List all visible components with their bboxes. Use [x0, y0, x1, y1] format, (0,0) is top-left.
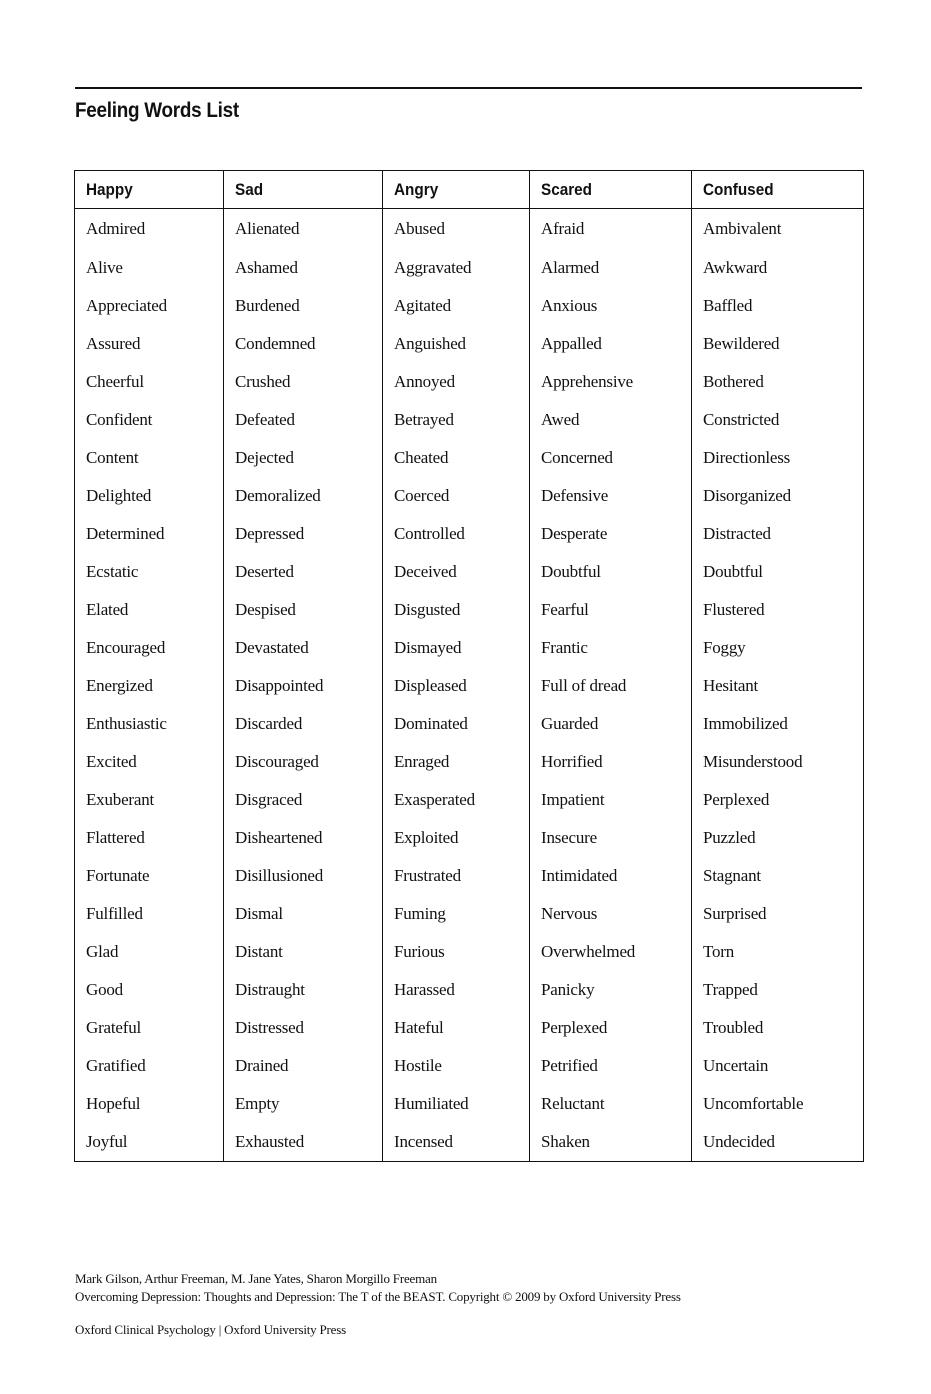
- word-cell-scared: Appalled: [530, 325, 692, 363]
- table-row: [75, 401, 864, 439]
- word-cell-confused: Bewildered: [692, 325, 864, 363]
- column-header-label: Scared: [541, 179, 593, 199]
- word-cell-confused: Perplexed: [692, 781, 864, 819]
- column-header-happy: [75, 171, 224, 209]
- word-cell-angry: Coerced: [383, 477, 530, 515]
- feeling-words-table: [74, 170, 864, 1162]
- word-cell-sad: Disappointed: [224, 667, 383, 705]
- word-cell-happy: Energized: [75, 667, 224, 705]
- word-cell-happy: Delighted: [75, 477, 224, 515]
- word-cell-confused: Baffled: [692, 287, 864, 325]
- word-cell-sad: Dismal: [224, 895, 383, 933]
- word-cell-angry: Agitated: [383, 287, 530, 325]
- word-cell-sad: Devastated: [224, 629, 383, 667]
- word-cell-confused: Hesitant: [692, 667, 864, 705]
- table-row: [75, 363, 864, 401]
- word-cell-angry: Fuming: [383, 895, 530, 933]
- word-cell-angry: Annoyed: [383, 363, 530, 401]
- top-rule: [75, 87, 862, 89]
- word-cell-scared: Awed: [530, 401, 692, 439]
- word-cell-angry: Dominated: [383, 705, 530, 743]
- word-cell-sad: Disillusioned: [224, 857, 383, 895]
- word-cell-happy: Determined: [75, 515, 224, 553]
- word-cell-sad: Burdened: [224, 287, 383, 325]
- word-cell-angry: Exasperated: [383, 781, 530, 819]
- word-cell-scared: Afraid: [530, 209, 692, 250]
- word-cell-angry: Aggravated: [383, 249, 530, 287]
- column-header-confused: [692, 171, 864, 209]
- word-cell-angry: Hateful: [383, 1009, 530, 1047]
- word-cell-scared: Petrified: [530, 1047, 692, 1085]
- word-cell-confused: Doubtful: [692, 553, 864, 591]
- word-cell-scared: Alarmed: [530, 249, 692, 287]
- word-cell-happy: Joyful: [75, 1123, 224, 1162]
- word-cell-happy: Good: [75, 971, 224, 1009]
- word-cell-scared: Insecure: [530, 819, 692, 857]
- word-cell-sad: Distressed: [224, 1009, 383, 1047]
- word-cell-sad: Depressed: [224, 515, 383, 553]
- word-cell-happy: Excited: [75, 743, 224, 781]
- table-row: [75, 439, 864, 477]
- word-cell-happy: Enthusiastic: [75, 705, 224, 743]
- column-header-label: Happy: [86, 179, 133, 199]
- table-row: [75, 705, 864, 743]
- table-body: [75, 209, 864, 1162]
- word-cell-sad: Despised: [224, 591, 383, 629]
- table-row: [75, 477, 864, 515]
- word-cell-confused: Puzzled: [692, 819, 864, 857]
- word-cell-scared: Nervous: [530, 895, 692, 933]
- word-cell-happy: Content: [75, 439, 224, 477]
- word-cell-sad: Drained: [224, 1047, 383, 1085]
- table-row: [75, 743, 864, 781]
- word-cell-scared: Frantic: [530, 629, 692, 667]
- word-cell-sad: Crushed: [224, 363, 383, 401]
- column-header-scared: [530, 171, 692, 209]
- word-cell-scared: Defensive: [530, 477, 692, 515]
- word-cell-angry: Frustrated: [383, 857, 530, 895]
- word-cell-confused: Undecided: [692, 1123, 864, 1162]
- word-cell-sad: Exhausted: [224, 1123, 383, 1162]
- table-row: [75, 1085, 864, 1123]
- column-header-sad: [224, 171, 383, 209]
- word-cell-confused: Directionless: [692, 439, 864, 477]
- word-cell-scared: Impatient: [530, 781, 692, 819]
- word-cell-confused: Uncertain: [692, 1047, 864, 1085]
- word-cell-sad: Empty: [224, 1085, 383, 1123]
- word-cell-sad: Deserted: [224, 553, 383, 591]
- word-cell-scared: Guarded: [530, 705, 692, 743]
- word-cell-happy: Appreciated: [75, 287, 224, 325]
- word-cell-happy: Flattered: [75, 819, 224, 857]
- table-row: [75, 287, 864, 325]
- word-cell-confused: Immobilized: [692, 705, 864, 743]
- word-cell-confused: Flustered: [692, 591, 864, 629]
- word-cell-happy: Assured: [75, 325, 224, 363]
- word-cell-scared: Shaken: [530, 1123, 692, 1162]
- word-cell-happy: Encouraged: [75, 629, 224, 667]
- word-cell-scared: Anxious: [530, 287, 692, 325]
- word-cell-happy: Fulfilled: [75, 895, 224, 933]
- word-cell-angry: Controlled: [383, 515, 530, 553]
- table-row: [75, 819, 864, 857]
- table-row: [75, 325, 864, 363]
- footer-publisher: Oxford Clinical Psychology | Oxford University Press: [75, 1322, 346, 1337]
- word-cell-angry: Disgusted: [383, 591, 530, 629]
- word-cell-angry: Anguished: [383, 325, 530, 363]
- word-cell-sad: Distraught: [224, 971, 383, 1009]
- word-cell-angry: Dismayed: [383, 629, 530, 667]
- word-cell-happy: Confident: [75, 401, 224, 439]
- word-cell-happy: Gratified: [75, 1047, 224, 1085]
- word-cell-scared: Apprehensive: [530, 363, 692, 401]
- word-cell-angry: Exploited: [383, 819, 530, 857]
- table-row: [75, 209, 864, 250]
- table-row: [75, 249, 864, 287]
- word-cell-scared: Reluctant: [530, 1085, 692, 1123]
- word-cell-sad: Condemned: [224, 325, 383, 363]
- word-cell-scared: Panicky: [530, 971, 692, 1009]
- word-cell-confused: Trapped: [692, 971, 864, 1009]
- footer-citation: Overcoming Depression: Thoughts and Depression: The T of the BEAST. Copyright © 2009 by Oxford University Press: [75, 1289, 681, 1304]
- word-cell-angry: Betrayed: [383, 401, 530, 439]
- word-cell-confused: Foggy: [692, 629, 864, 667]
- word-cell-happy: Admired: [75, 209, 224, 250]
- word-cell-confused: Stagnant: [692, 857, 864, 895]
- word-cell-scared: Fearful: [530, 591, 692, 629]
- word-cell-angry: Furious: [383, 933, 530, 971]
- table-row: [75, 667, 864, 705]
- word-cell-confused: Torn: [692, 933, 864, 971]
- word-cell-happy: Glad: [75, 933, 224, 971]
- word-cell-scared: Overwhelmed: [530, 933, 692, 971]
- word-cell-sad: Demoralized: [224, 477, 383, 515]
- word-cell-angry: Cheated: [383, 439, 530, 477]
- word-cell-confused: Disorganized: [692, 477, 864, 515]
- word-cell-scared: Full of dread: [530, 667, 692, 705]
- word-cell-scared: Desperate: [530, 515, 692, 553]
- word-cell-sad: Dejected: [224, 439, 383, 477]
- word-cell-sad: Distant: [224, 933, 383, 971]
- table-row: [75, 971, 864, 1009]
- column-header-label: Confused: [703, 179, 774, 199]
- word-cell-angry: Abused: [383, 209, 530, 250]
- word-cell-confused: Awkward: [692, 249, 864, 287]
- word-cell-angry: Enraged: [383, 743, 530, 781]
- table-row: [75, 515, 864, 553]
- table-row: [75, 933, 864, 971]
- footer-authors: Mark Gilson, Arthur Freeman, M. Jane Yates, Sharon Morgillo Freeman: [75, 1271, 437, 1286]
- word-cell-sad: Defeated: [224, 401, 383, 439]
- word-cell-sad: Disgraced: [224, 781, 383, 819]
- word-cell-happy: Grateful: [75, 1009, 224, 1047]
- word-cell-angry: Harassed: [383, 971, 530, 1009]
- column-header-label: Angry: [394, 179, 439, 199]
- word-cell-happy: Elated: [75, 591, 224, 629]
- word-cell-scared: Concerned: [530, 439, 692, 477]
- word-cell-confused: Troubled: [692, 1009, 864, 1047]
- word-cell-happy: Fortunate: [75, 857, 224, 895]
- table-row: [75, 1123, 864, 1162]
- word-cell-angry: Hostile: [383, 1047, 530, 1085]
- word-cell-confused: Distracted: [692, 515, 864, 553]
- word-cell-sad: Disheartened: [224, 819, 383, 857]
- word-cell-confused: Bothered: [692, 363, 864, 401]
- column-header-label: Sad: [235, 179, 264, 199]
- word-cell-happy: Cheerful: [75, 363, 224, 401]
- word-cell-sad: Ashamed: [224, 249, 383, 287]
- word-cell-sad: Discouraged: [224, 743, 383, 781]
- page-title: Feeling Words List: [75, 99, 239, 122]
- word-cell-scared: Perplexed: [530, 1009, 692, 1047]
- word-cell-sad: Alienated: [224, 209, 383, 250]
- word-cell-sad: Discarded: [224, 705, 383, 743]
- word-cell-confused: Constricted: [692, 401, 864, 439]
- word-cell-scared: Intimidated: [530, 857, 692, 895]
- word-cell-angry: Incensed: [383, 1123, 530, 1162]
- column-header-angry: [383, 171, 530, 209]
- table-header-row: [75, 171, 864, 209]
- table-row: [75, 1047, 864, 1085]
- word-cell-happy: Hopeful: [75, 1085, 224, 1123]
- table-row: [75, 895, 864, 933]
- word-cell-scared: Horrified: [530, 743, 692, 781]
- table-row: [75, 591, 864, 629]
- word-cell-happy: Ecstatic: [75, 553, 224, 591]
- word-cell-scared: Doubtful: [530, 553, 692, 591]
- word-cell-angry: Humiliated: [383, 1085, 530, 1123]
- word-cell-happy: Exuberant: [75, 781, 224, 819]
- table-row: [75, 1009, 864, 1047]
- word-cell-confused: Uncomfortable: [692, 1085, 864, 1123]
- word-cell-happy: Alive: [75, 249, 224, 287]
- word-cell-angry: Displeased: [383, 667, 530, 705]
- word-cell-confused: Surprised: [692, 895, 864, 933]
- table-row: [75, 553, 864, 591]
- word-cell-confused: Ambivalent: [692, 209, 864, 250]
- table-row: [75, 857, 864, 895]
- table-row: [75, 781, 864, 819]
- word-cell-confused: Misunderstood: [692, 743, 864, 781]
- word-cell-angry: Deceived: [383, 553, 530, 591]
- table-row: [75, 629, 864, 667]
